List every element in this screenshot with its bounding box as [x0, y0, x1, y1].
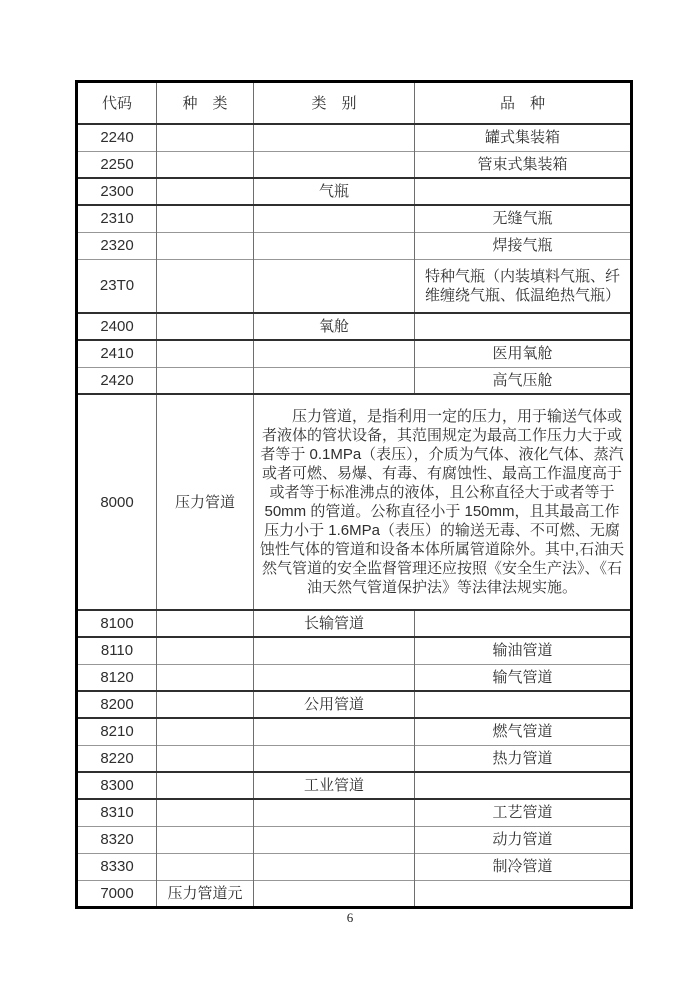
page-number: 6	[346, 910, 354, 925]
header-cell-category: 类 别	[254, 82, 415, 125]
variety-cell: 工艺管道	[415, 799, 632, 826]
table-row	[77, 610, 632, 637]
table-row	[77, 745, 632, 772]
table-row	[77, 637, 632, 664]
kind-cell	[157, 664, 254, 691]
category-cell	[254, 124, 415, 151]
kind-cell	[157, 151, 254, 178]
category-cell: 长输管道	[254, 610, 415, 637]
kind-cell	[157, 772, 254, 799]
code-cell: 8210	[77, 718, 157, 745]
table-row	[77, 772, 632, 799]
table-row	[77, 799, 632, 826]
header-cell-variety: 品 种	[415, 82, 632, 125]
variety-cell: 动力管道	[415, 826, 632, 853]
kind-cell	[157, 799, 254, 826]
kind-cell	[157, 637, 254, 664]
code-cell: 2310	[77, 205, 157, 232]
category-cell	[254, 745, 415, 772]
table-row	[77, 178, 632, 205]
category-cell	[254, 799, 415, 826]
table-row	[77, 826, 632, 853]
kind-cell	[157, 178, 254, 205]
category-cell: 工业管道	[254, 772, 415, 799]
table-row	[77, 880, 632, 907]
code-cell: 8300	[77, 772, 157, 799]
code-cell: 8100	[77, 610, 157, 637]
category-cell	[254, 718, 415, 745]
variety-cell: 无缝气瓶	[415, 205, 632, 232]
variety-cell	[415, 178, 632, 205]
variety-cell	[415, 610, 632, 637]
table-row	[77, 664, 632, 691]
kind-cell	[157, 718, 254, 745]
code-cell: 2320	[77, 232, 157, 259]
category-cell	[254, 367, 415, 394]
kind-cell	[157, 691, 254, 718]
variety-cell: 输气管道	[415, 664, 632, 691]
table-row	[77, 367, 632, 394]
table-row	[77, 691, 632, 718]
code-cell: 2420	[77, 367, 157, 394]
code-cell: 8120	[77, 664, 157, 691]
table-row	[77, 853, 632, 880]
header-cell-code: 代码	[101, 94, 132, 112]
header-cell-kind: 种 类	[157, 82, 254, 125]
code-cell: 2240	[77, 124, 157, 151]
kind-cell	[157, 313, 254, 340]
description-cell: 压力管道，是指利用一定的压力，用于输送气体或者液体的管状设备，其范围规定为最高工作压力大于或者等于 0.1MPa（表压），介质为气体、液化气体、蒸汽或者可燃、易爆、有毒、有腐蚀性、最高工作温度高于或者等于标准沸点的液体，且公称直径大于或者等于 50mm 的管道。公称直径小于 150mm，且其最高工作压力小于 1.6MPa（表压）的输送无毒、不可燃、无腐蚀性气体的管道和设备本体所属管道除外。其中,石油天然气管道的安全监督管理还应按照《安全生产法》、《石油天然气管道保护法》等法律法规实施。	[254, 394, 632, 610]
category-cell	[254, 664, 415, 691]
code-cell: 8220	[77, 745, 157, 772]
kind-cell: 压力管道	[157, 394, 254, 610]
table-row	[77, 394, 632, 610]
variety-cell	[415, 313, 632, 340]
category-cell	[254, 637, 415, 664]
category-cell	[254, 880, 415, 907]
table-row	[77, 205, 632, 232]
code-cell: 7000	[77, 880, 157, 907]
category-cell	[254, 826, 415, 853]
category-cell	[254, 340, 415, 367]
kind-cell	[157, 745, 254, 772]
category-cell: 公用管道	[254, 691, 415, 718]
table-row	[77, 151, 632, 178]
kind-cell	[157, 610, 254, 637]
variety-cell: 热力管道	[415, 745, 632, 772]
table-row	[77, 340, 632, 367]
kind-cell	[157, 826, 254, 853]
table-header-row	[77, 82, 632, 125]
category-cell	[254, 205, 415, 232]
table-row	[77, 124, 632, 151]
category-cell	[254, 151, 415, 178]
code-cell: 8000	[77, 394, 157, 610]
kind-cell	[157, 232, 254, 259]
table-row	[77, 718, 632, 745]
variety-cell: 罐式集装箱	[415, 124, 632, 151]
variety-cell	[415, 880, 632, 907]
category-cell	[254, 259, 415, 313]
kind-cell	[157, 340, 254, 367]
variety-cell	[415, 772, 632, 799]
code-cell: 8320	[77, 826, 157, 853]
code-cell: 23T0	[77, 259, 157, 313]
kind-cell	[157, 367, 254, 394]
variety-cell: 高气压舱	[415, 367, 632, 394]
variety-cell: 燃气管道	[415, 718, 632, 745]
category-cell	[254, 232, 415, 259]
code-cell: 2410	[77, 340, 157, 367]
catalog-table-body	[77, 124, 632, 907]
code-cell: 2300	[77, 178, 157, 205]
equipment-catalog-table	[75, 80, 633, 909]
kind-cell	[157, 124, 254, 151]
variety-cell: 输油管道	[415, 637, 632, 664]
table-row	[77, 313, 632, 340]
kind-cell: 压力管道元	[157, 880, 254, 907]
variety-cell: 制冷管道	[415, 853, 632, 880]
category-cell	[254, 853, 415, 880]
code-cell: 8310	[77, 799, 157, 826]
table-row	[77, 259, 632, 313]
category-cell: 气瓶	[254, 178, 415, 205]
table-row	[77, 232, 632, 259]
variety-cell: 特种气瓶（内装填料气瓶、纤维缠绕气瓶、低温绝热气瓶）	[415, 259, 632, 313]
kind-cell	[157, 259, 254, 313]
kind-cell	[157, 205, 254, 232]
code-cell: 8110	[77, 637, 157, 664]
code-cell: 8200	[77, 691, 157, 718]
code-cell: 2250	[77, 151, 157, 178]
variety-cell: 管束式集装箱	[415, 151, 632, 178]
code-cell: 2400	[77, 313, 157, 340]
kind-cell	[157, 853, 254, 880]
variety-cell: 医用氧舱	[415, 340, 632, 367]
code-cell: 8330	[77, 853, 157, 880]
variety-cell: 焊接气瓶	[415, 232, 632, 259]
category-cell: 氧舱	[254, 313, 415, 340]
variety-cell	[415, 691, 632, 718]
